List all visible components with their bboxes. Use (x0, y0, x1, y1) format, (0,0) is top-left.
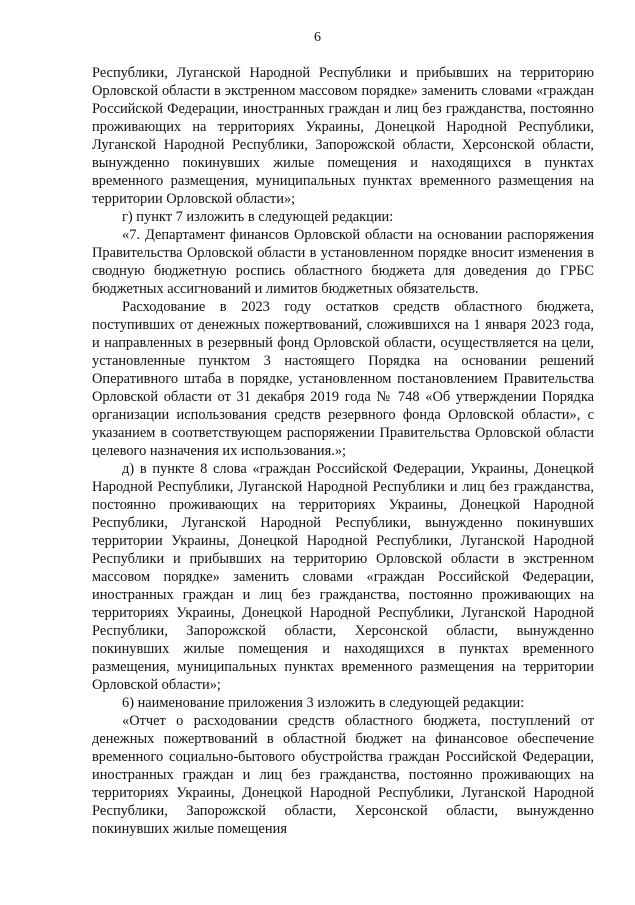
paragraph-item-6: 6) наименование приложения 3 изложить в следующей редакции: (122, 695, 525, 711)
page-number: 6 (314, 30, 321, 45)
paragraph-report-title: «Отчет о расходовании средств областного бюджета, поступлений от денежных пожертвований в областной бюджет на финансовое обеспечение временного социально-бытового обустройства граждан Российской Федерации, иностранных граждан и лиц без гражданства, постоянно проживающих на территориях Украины, Донецкой Народной Республики, Луганской Народной Республики, Запорожской области, Херсонской области, вынужденно покинувших жилые помещения (92, 713, 594, 837)
paragraph-point-7: «7. Департамент финансов Орловской области на основании распоряжения Правительства Орловской области в установленном порядке вносит изменения в сводную бюджетную роспись областного бюджета для доведения до ГРБС бюджетных ассигнований и лимитов бюджетных обязательств. (92, 227, 594, 297)
paragraph-spending-2023: Расходование в 2023 году остатков средств областного бюджета, поступивших от денежных пожертвований, сложившихся на 1 января 2023 года, и направленных в резервный фонд Орловской области, осуществляется на цели, установленные пунктом 3 настоящего Порядка на основании решений Оперативного штаба в порядке, установленном постановлением Правительства Орловской области от 31 декабря 2019 года № 748 «Об утверждении Порядка организации использования средств резервного фонда Орловской области», с указанием в соответствующем распоряжении Правительства Орловской области целевого назначения их использования.»; (92, 299, 594, 459)
paragraph-item-d: д) в пункте 8 слова «граждан Российской Федерации, Украины, Донецкой Народной Республики, Луганской Народной Республики и лиц без гражданства, постоянно проживающих на территориях Украины, Донецкой Народной Республики, Луганской Народной Республики, вынужденно покинувших территории Украины, Донецкой Народной Республики, Луганской Народной Республики и прибывших на территорию Орловской области в экстренном массовом порядке» заменить словами «граждан Российской Федерации, иностранных граждан и лиц без гражданства, постоянно проживающих на территориях Украины, Донецкой Народной Республики, Луганской Народной Республики, Запорожской области, Херсонской области, вынужденно покинувших жилые помещения и находящихся в пунктах временного размещения, муниципальных пунктах временного размещения на территории Орловской области»; (92, 461, 594, 693)
paragraph-continuation: Республики, Луганской Народной Республики и прибывших на территорию Орловской области в экстренном массовом порядке» заменить словами «граждан Российской Федерации, иностранных граждан и лиц без гражданства, постоянно проживающих на территориях Украины, Донецкой Народной Республики, Луганской Народной Республики, Запорожской области, Херсонской области, вынужденно покинувших жилые помещения и находящихся в пунктах временного размещения, муниципальных пунктах временного размещения на территории Орловской области»; (92, 65, 594, 207)
paragraph-item-g: г) пункт 7 изложить в следующей редакции: (122, 209, 394, 225)
document-body (92, 64, 594, 838)
